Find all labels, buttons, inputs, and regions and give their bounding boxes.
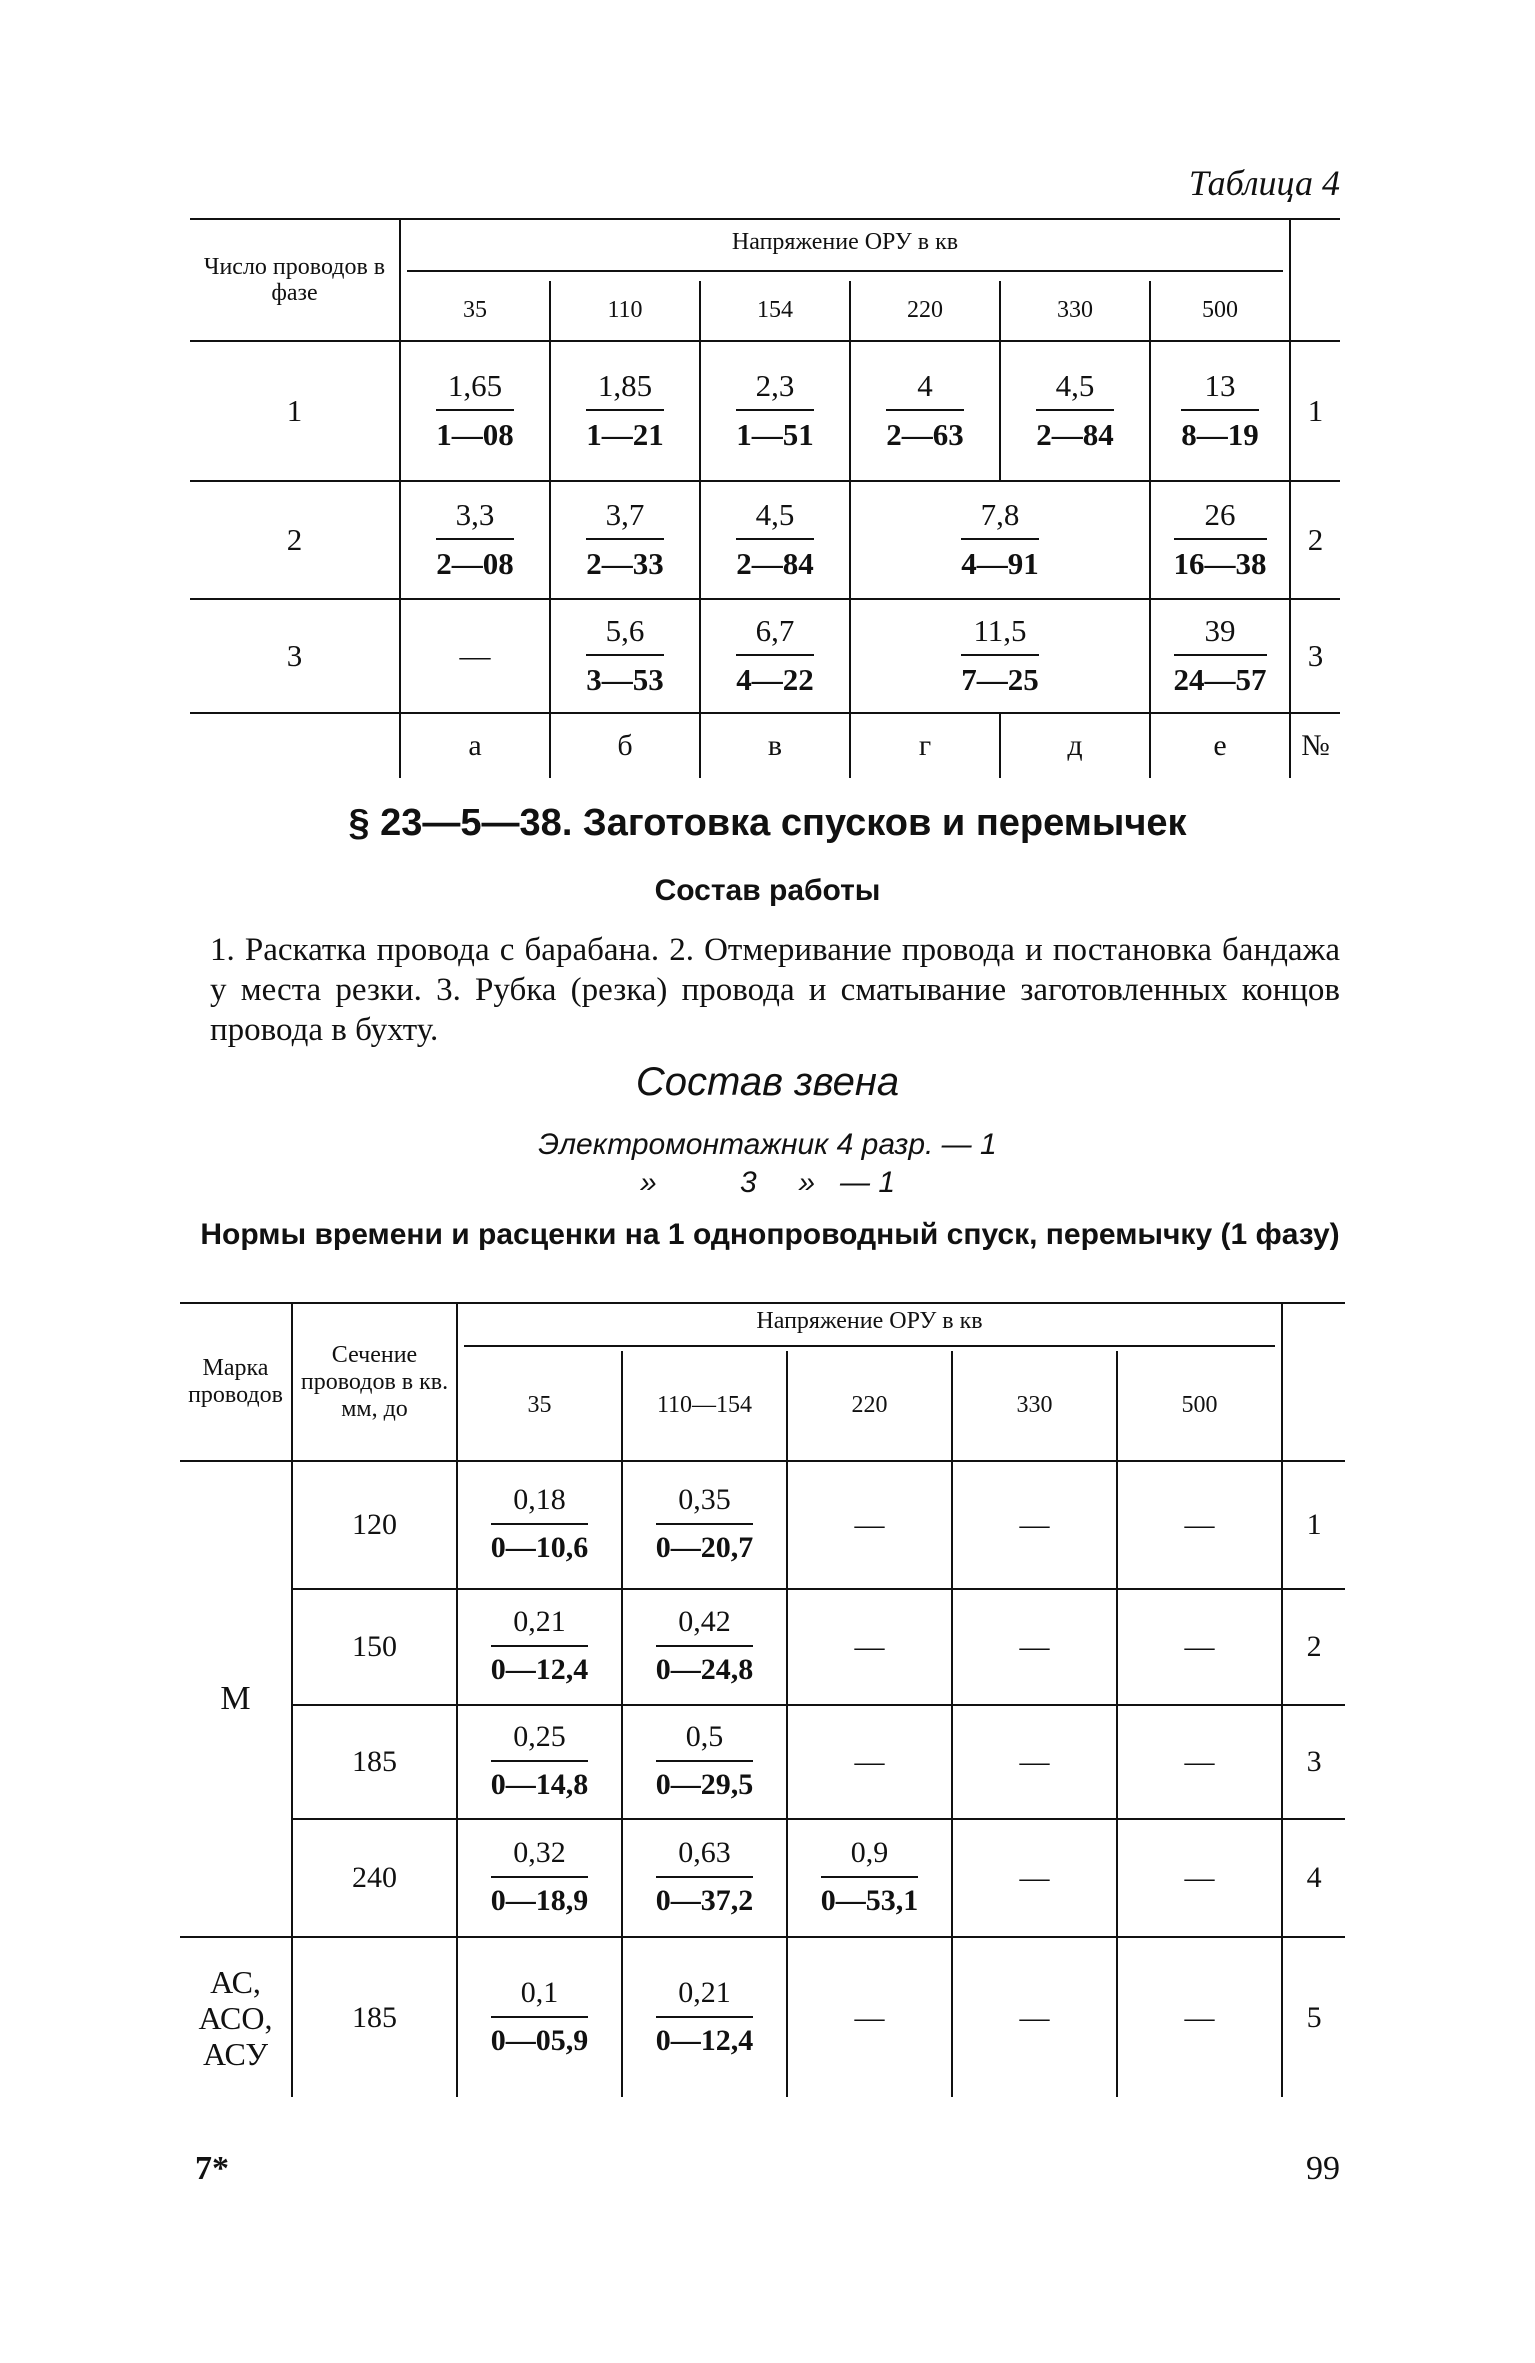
header-voltage: Напряжение ОРУ в кв [400, 219, 1290, 281]
table-row [180, 1589, 1345, 1705]
table-caption: Таблица 4 [1188, 163, 1340, 203]
row-number: 3 [1307, 638, 1324, 673]
section-value: 240 [292, 1819, 457, 1937]
voltage-35: 35 [400, 281, 550, 341]
voltage-110-154: 110—154 [622, 1351, 787, 1461]
norm-cell: $\frac{0,18}{0—10,6}$ [457, 1461, 622, 1589]
page-number: 99 [1306, 2150, 1340, 2187]
dash-cell: — [952, 1937, 1117, 2097]
header-section: Сечение проводов в кв. мм, до [292, 1303, 457, 1461]
column-letter: а [400, 713, 550, 778]
number-symbol: № [1301, 729, 1330, 762]
dash-cell: — [952, 1461, 1117, 1589]
row-number: 2 [1307, 522, 1324, 557]
norm-cell: $\frac{3,3}{2—08}$ [400, 481, 550, 599]
norm-cell: $\frac{4}{2—63}$ [850, 341, 1000, 481]
norm-cell: $\frac{0,21}{0—12,4}$ [457, 1589, 622, 1705]
norm-cell: $\frac{4,5}{2—84}$ [1000, 341, 1150, 481]
dash-cell: — [1117, 1819, 1282, 1937]
voltage-330: 330 [1000, 281, 1150, 341]
voltage-110: 110 [550, 281, 700, 341]
column-letter: б [550, 713, 700, 778]
row-number: 2 [1306, 1630, 1322, 1663]
dash-cell: — [787, 1589, 952, 1705]
dash-cell: — [1117, 1589, 1282, 1705]
dash-cell: — [787, 1461, 952, 1589]
section-value: 150 [292, 1589, 457, 1705]
table-row [180, 1705, 1345, 1819]
header-voltage: Напряжение ОРУ в кв [457, 1303, 1282, 1351]
crew-line-2: » 3 » — 1 [639, 1166, 896, 1199]
row-number: 3 [1306, 1745, 1322, 1778]
column-letter: д [1000, 713, 1150, 778]
norm-cell: $\frac{4,5}{2—84}$ [700, 481, 850, 599]
column-letter: в [700, 713, 850, 778]
dash-cell: — [952, 1819, 1117, 1937]
dash-cell: — [952, 1589, 1117, 1705]
brand-m: М [180, 1461, 292, 1937]
row-number: 5 [1306, 2000, 1322, 2034]
dash-cell: — [1117, 1937, 1282, 2097]
norm-cell: $\frac{2,3}{1—51}$ [700, 341, 850, 481]
section-value: 185 [292, 1705, 457, 1819]
dash-cell: — [1117, 1461, 1282, 1589]
dash-cell: — [400, 599, 550, 713]
voltage-35: 35 [457, 1351, 622, 1461]
work-description: 1. Раскатка провода с барабана. 2. Отмеривание провода и постановка бандажа у места резки. 3. Рубка (резка) провода и сматывание заготовленных концов провода в бухту. [210, 932, 1340, 1048]
norm-cell: $\frac{1,65}{1—08}$ [400, 341, 550, 481]
norm-cell: $\frac{7,8}{4—91}$ [850, 481, 1150, 599]
section-value: 185 [292, 1937, 457, 2097]
wires-count: 2 [190, 481, 400, 599]
norm-cell: $\frac{0,35}{0—20,7}$ [622, 1461, 787, 1589]
norm-cell: $\frac{0,32}{0—18,9}$ [457, 1819, 622, 1937]
norm-cell: $\frac{0,63}{0—37,2}$ [622, 1819, 787, 1937]
norm-cell: $\frac{6,7}{4—22}$ [700, 599, 850, 713]
norm-cell: $\frac{1,85}{1—21}$ [550, 341, 700, 481]
work-heading: Состав работы [654, 874, 881, 907]
table-row [180, 1461, 1345, 1589]
voltage-154: 154 [700, 281, 850, 341]
crew-heading: Состав звена [635, 1060, 900, 1104]
norms-table [180, 1302, 1345, 2097]
row-number: 1 [1306, 1508, 1322, 1541]
row-number: 1 [1307, 393, 1324, 428]
column-letter: г [850, 713, 1000, 778]
column-letter: е [1150, 713, 1290, 778]
norm-cell: $\frac{0,25}{0—14,8}$ [457, 1705, 622, 1819]
table-row [190, 481, 1340, 599]
norm-cell: $\frac{3,7}{2—33}$ [550, 481, 700, 599]
norm-cell: $\frac{13}{8—19}$ [1150, 341, 1290, 481]
norm-cell: $\frac{11,5}{7—25}$ [850, 599, 1150, 713]
voltage-330: 330 [952, 1351, 1117, 1461]
wires-count: 3 [190, 599, 400, 713]
voltage-500: 500 [1117, 1351, 1282, 1461]
norm-cell: $\frac{0,42}{0—24,8}$ [622, 1589, 787, 1705]
dash-cell: — [787, 1937, 952, 2097]
brand-as: АС, АСО, АСУ [180, 1937, 292, 2097]
header-wires: Число проводов в фазе [190, 219, 400, 341]
norm-cell: $\frac{5,6}{3—53}$ [550, 599, 700, 713]
header-brand: Марка проводов [180, 1303, 292, 1461]
crew-line-1: Электромонтажник 4 разр. — 1 [538, 1128, 997, 1161]
dash-cell: — [952, 1705, 1117, 1819]
norms-heading: Нормы времени и расценки на 1 однопроводный спуск, перемычку (1 фазу) [200, 1218, 1340, 1251]
table-row [180, 1937, 1345, 2097]
signature-mark: 7* [195, 2150, 229, 2187]
voltage-500: 500 [1150, 281, 1290, 341]
section-value: 120 [292, 1461, 457, 1589]
dash-cell: — [1117, 1705, 1282, 1819]
section-title: § 23—5—38. Заготовка спусков и перемычек [348, 802, 1187, 844]
table-row [190, 599, 1340, 713]
norm-cell: $\frac{0,9}{0—53,1}$ [787, 1819, 952, 1937]
norm-cell: $\frac{39}{24—57}$ [1150, 599, 1290, 713]
table-row [180, 1819, 1345, 1937]
norm-cell: $\frac{0,5}{0—29,5}$ [622, 1705, 787, 1819]
row-number: 4 [1306, 1861, 1322, 1894]
voltage-220: 220 [787, 1351, 952, 1461]
table-row [190, 341, 1340, 481]
table-4 [190, 218, 1340, 778]
norm-cell: $\frac{0,1}{0—05,9}$ [457, 1937, 622, 2097]
wires-count: 1 [190, 341, 400, 481]
voltage-220: 220 [850, 281, 1000, 341]
norm-cell: $\frac{0,21}{0—12,4}$ [622, 1937, 787, 2097]
norm-cell: $\frac{26}{16—38}$ [1150, 481, 1290, 599]
dash-cell: — [787, 1705, 952, 1819]
